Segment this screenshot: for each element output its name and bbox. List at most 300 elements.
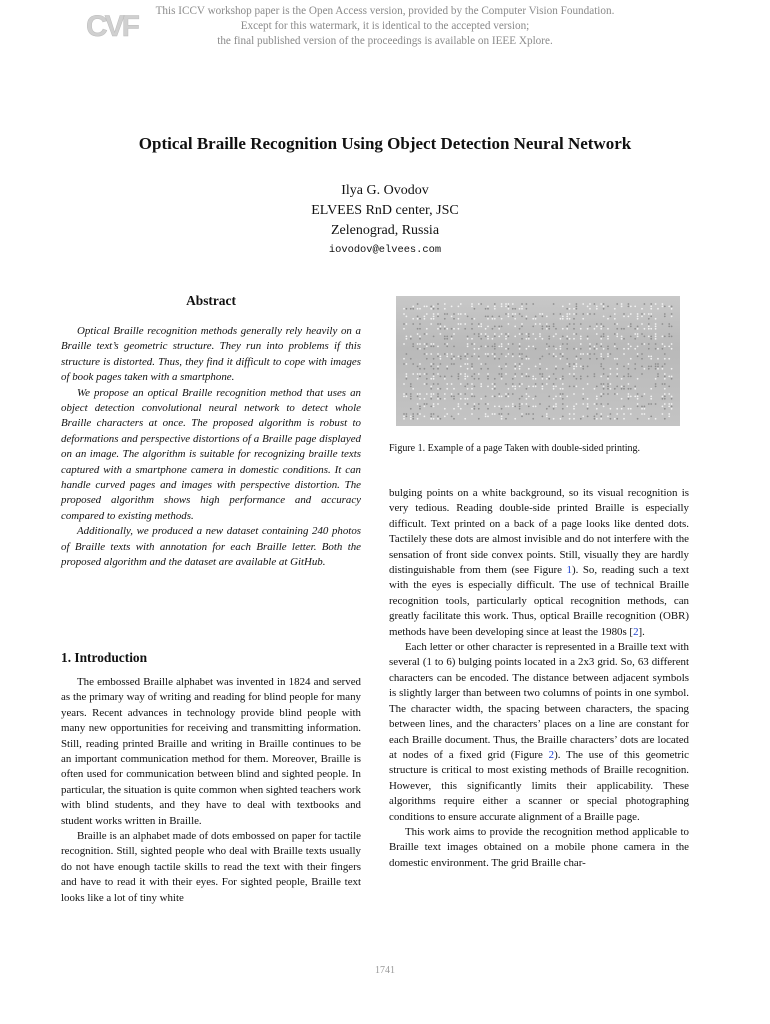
braille-dot — [614, 313, 616, 315]
braille-dot — [668, 358, 670, 360]
braille-dot — [637, 353, 639, 355]
braille-dot — [430, 363, 432, 365]
braille-dot — [437, 356, 439, 358]
braille-dot — [532, 418, 534, 420]
braille-dot — [426, 393, 428, 395]
braille-dot — [498, 328, 500, 330]
braille-dot — [607, 416, 609, 418]
braille-dot — [566, 308, 568, 310]
braille-dot — [494, 303, 496, 305]
braille-dot — [526, 376, 528, 378]
braille-dot — [596, 358, 598, 360]
braille-dot — [519, 366, 521, 368]
braille-dot — [655, 343, 657, 345]
braille-dot — [451, 383, 453, 385]
braille-dot — [600, 418, 602, 420]
braille-dot — [444, 393, 446, 395]
braille-dot — [637, 318, 639, 320]
braille-dot — [521, 396, 523, 398]
braille-dot — [505, 336, 507, 338]
braille-dot — [664, 376, 666, 378]
braille-dot — [603, 326, 605, 328]
braille-dot — [641, 308, 643, 310]
braille-dot — [412, 308, 414, 310]
braille-page-image — [396, 296, 680, 426]
braille-dot — [623, 348, 625, 350]
braille-dot — [668, 413, 670, 415]
braille-dot — [650, 338, 652, 340]
braille-dot — [519, 356, 521, 358]
braille-dot — [560, 338, 562, 340]
braille-dot — [648, 356, 650, 358]
braille-dot — [580, 366, 582, 368]
braille-dot — [580, 348, 582, 350]
braille-dot — [641, 343, 643, 345]
braille-dot — [406, 316, 408, 318]
braille-dot — [623, 388, 625, 390]
braille-dot — [555, 333, 557, 335]
braille-dot — [433, 376, 435, 378]
braille-dot — [464, 418, 466, 420]
braille-dot — [501, 378, 503, 380]
braille-dot — [637, 398, 639, 400]
braille-dot — [542, 313, 544, 315]
braille-dot — [655, 368, 657, 370]
braille-dot — [603, 368, 605, 370]
braille-dot — [512, 343, 514, 345]
braille-dot — [430, 413, 432, 415]
braille-dot — [433, 403, 435, 405]
braille-dot — [417, 403, 419, 405]
braille-dot — [519, 348, 521, 350]
braille-dot — [650, 403, 652, 405]
braille-dot — [406, 323, 408, 325]
braille-dot — [648, 323, 650, 325]
braille-dot — [607, 306, 609, 308]
braille-dot — [474, 308, 476, 310]
braille-dot — [573, 308, 575, 310]
braille-dot — [648, 336, 650, 338]
braille-dot — [628, 396, 630, 398]
braille-dot — [616, 323, 618, 325]
braille-dot — [467, 398, 469, 400]
braille-dot — [600, 343, 602, 345]
braille-dot — [512, 308, 514, 310]
braille-dot — [623, 418, 625, 420]
braille-dot — [471, 368, 473, 370]
braille-dot — [512, 403, 514, 405]
braille-dot — [446, 383, 448, 385]
braille-dot — [417, 328, 419, 330]
braille-dot — [582, 303, 584, 305]
braille-dot — [480, 383, 482, 385]
braille-dot — [539, 373, 541, 375]
braille-dot — [521, 306, 523, 308]
braille-dot — [467, 368, 469, 370]
braille-dot — [478, 356, 480, 358]
braille-dot — [519, 363, 521, 365]
braille-dot — [562, 403, 564, 405]
braille-dot — [451, 416, 453, 418]
braille-dot — [555, 348, 557, 350]
braille-dot — [621, 328, 623, 330]
braille-dot — [471, 366, 473, 368]
braille-dot — [444, 398, 446, 400]
braille-dot — [526, 398, 528, 400]
braille-dot — [521, 413, 523, 415]
braille-dot — [471, 323, 473, 325]
braille-dot — [553, 398, 555, 400]
braille-dot — [548, 326, 550, 328]
braille-dot — [542, 416, 544, 418]
braille-dot — [471, 303, 473, 305]
braille-dot — [444, 308, 446, 310]
braille-dot — [637, 418, 639, 420]
braille-dot — [514, 326, 516, 328]
braille-dot — [539, 336, 541, 338]
figure-ref-link[interactable]: 1 — [566, 564, 572, 577]
braille-dot — [650, 366, 652, 368]
braille-dot — [655, 378, 657, 380]
body-paragraph — [389, 640, 689, 825]
braille-dot — [603, 383, 605, 385]
braille-dot — [573, 368, 575, 370]
braille-dot — [553, 418, 555, 420]
braille-dot — [616, 386, 618, 388]
braille-dot — [562, 306, 564, 308]
braille-dot — [444, 303, 446, 305]
braille-dot — [580, 338, 582, 340]
braille-dot — [553, 356, 555, 358]
braille-dot — [444, 336, 446, 338]
braille-dot — [573, 313, 575, 315]
braille-dot — [596, 386, 598, 388]
braille-dot — [437, 398, 439, 400]
braille-dot — [494, 383, 496, 385]
braille-dot — [671, 348, 673, 350]
braille-dot — [528, 406, 530, 408]
braille-dot — [600, 326, 602, 328]
braille-dot — [553, 408, 555, 410]
braille-dot — [451, 358, 453, 360]
braille-dot — [662, 323, 664, 325]
braille-dot — [662, 336, 664, 338]
braille-dot — [630, 323, 632, 325]
braille-dot — [621, 336, 623, 338]
braille-dot — [535, 396, 537, 398]
braille-dot — [594, 416, 596, 418]
braille-dot — [532, 346, 534, 348]
braille-dot — [521, 333, 523, 335]
braille-dot — [498, 326, 500, 328]
braille-dot — [623, 353, 625, 355]
braille-dot — [621, 388, 623, 390]
braille-dot — [664, 418, 666, 420]
braille-dot — [526, 403, 528, 405]
braille-dot — [406, 393, 408, 395]
braille-dot — [634, 306, 636, 308]
citation-link[interactable]: 2 — [633, 625, 639, 638]
braille-dot — [501, 396, 503, 398]
braille-dot — [494, 346, 496, 348]
braille-dot — [485, 413, 487, 415]
abstract-paragraph: Optical Braille recognition methods generally rely heavily on a Braille text’s geometric structure. They run into problems if this structure is distorted. Thus, they find it difficult to cope with images of book pages taken with a smartphone. — [61, 325, 361, 384]
braille-dot — [430, 418, 432, 420]
braille-dot — [594, 346, 596, 348]
braille-dot — [430, 353, 432, 355]
braille-dot — [478, 323, 480, 325]
figure-ref-link[interactable]: 2 — [548, 748, 555, 761]
braille-dot — [641, 323, 643, 325]
braille-dot — [634, 396, 636, 398]
braille-dot — [603, 406, 605, 408]
braille-dot — [641, 316, 643, 318]
braille-dot — [560, 378, 562, 380]
braille-dot — [460, 383, 462, 385]
braille-dot — [562, 393, 564, 395]
braille-dot — [430, 393, 432, 395]
braille-dot — [600, 353, 602, 355]
braille-dot — [657, 363, 659, 365]
braille-dot — [542, 378, 544, 380]
braille-dot — [519, 368, 521, 370]
braille-dot — [514, 366, 516, 368]
abstract-heading: Abstract — [186, 293, 236, 308]
braille-dot — [621, 378, 623, 380]
braille-dot — [471, 338, 473, 340]
braille-dot — [573, 406, 575, 408]
braille-dot — [464, 403, 466, 405]
braille-dot — [419, 373, 421, 375]
braille-dot — [514, 406, 516, 408]
braille-dot — [419, 328, 421, 330]
braille-dot — [662, 306, 664, 308]
braille-dot — [644, 393, 646, 395]
braille-dot — [460, 356, 462, 358]
braille-dot — [430, 308, 432, 310]
braille-dot — [430, 323, 432, 325]
braille-dot — [573, 376, 575, 378]
braille-dot — [634, 388, 636, 390]
braille-dot — [576, 378, 578, 380]
braille-dot — [641, 408, 643, 410]
braille-dot — [671, 376, 673, 378]
braille-dot — [641, 373, 643, 375]
braille-dot — [539, 358, 541, 360]
braille-dot — [532, 326, 534, 328]
braille-dot — [596, 308, 598, 310]
braille-dot — [542, 383, 544, 385]
braille-dot — [426, 353, 428, 355]
braille-dot — [494, 406, 496, 408]
braille-dot — [453, 318, 455, 320]
braille-dot — [498, 336, 500, 338]
braille-dot — [628, 383, 630, 385]
braille-dot — [494, 353, 496, 355]
author-email[interactable]: iovodov@elvees.com — [328, 244, 442, 256]
braille-dot — [485, 308, 487, 310]
paragraph-text: bulging points on a white background, so its visual recognition is very tedious. Reading double-side printed Braille is especially difficult. Text printed on a back of a page looks like dented dots. Tactilely these dots are almost invisible and do not interfere with the sensation of front side convex points. Still, visually they are hardly distinguishable from them (see Figure — [389, 487, 689, 577]
braille-dot — [546, 378, 548, 380]
braille-dot — [492, 346, 494, 348]
braille-dot — [560, 418, 562, 420]
braille-dot — [410, 386, 412, 388]
braille-dot — [453, 396, 455, 398]
braille-dot — [505, 366, 507, 368]
braille-dot — [637, 378, 639, 380]
braille-dot — [403, 413, 405, 415]
braille-dot — [637, 396, 639, 398]
braille-dot — [628, 363, 630, 365]
braille-dot — [505, 393, 507, 395]
braille-dot — [589, 313, 591, 315]
braille-dot — [668, 403, 670, 405]
braille-dot — [508, 333, 510, 335]
braille-dot — [623, 386, 625, 388]
braille-dot — [655, 318, 657, 320]
braille-dot — [528, 396, 530, 398]
braille-dot — [474, 343, 476, 345]
braille-dot — [417, 318, 419, 320]
braille-dot — [498, 396, 500, 398]
braille-dot — [446, 388, 448, 390]
braille-dot — [607, 328, 609, 330]
braille-dot — [487, 316, 489, 318]
braille-dot — [526, 373, 528, 375]
braille-dot — [433, 346, 435, 348]
braille-dot — [560, 396, 562, 398]
braille-dot — [406, 413, 408, 415]
braille-dot — [535, 316, 537, 318]
braille-dot — [644, 413, 646, 415]
braille-dot — [460, 366, 462, 368]
braille-dot — [419, 406, 421, 408]
braille-dot — [433, 418, 435, 420]
braille-dot — [668, 323, 670, 325]
braille-dot — [623, 313, 625, 315]
braille-dot — [478, 408, 480, 410]
braille-dot — [630, 336, 632, 338]
braille-dot — [474, 403, 476, 405]
braille-dot — [668, 326, 670, 328]
braille-dot — [471, 396, 473, 398]
braille-dot — [548, 328, 550, 330]
braille-dot — [451, 393, 453, 395]
braille-dot — [576, 356, 578, 358]
braille-dot — [451, 336, 453, 338]
braille-dot — [562, 416, 564, 418]
braille-dot — [569, 308, 571, 310]
braille-dot — [433, 306, 435, 308]
braille-dot — [610, 353, 612, 355]
braille-dot — [553, 373, 555, 375]
braille-dot — [641, 413, 643, 415]
braille-dot — [655, 418, 657, 420]
braille-dot — [542, 376, 544, 378]
braille-dot — [410, 393, 412, 395]
braille-dot — [580, 336, 582, 338]
braille-dot — [664, 363, 666, 365]
braille-dot — [519, 398, 521, 400]
braille-dot — [634, 368, 636, 370]
braille-dot — [514, 386, 516, 388]
braille-dot — [553, 386, 555, 388]
braille-dot — [478, 358, 480, 360]
braille-dot — [508, 348, 510, 350]
braille-dot — [508, 413, 510, 415]
braille-dot — [560, 358, 562, 360]
braille-dot — [444, 313, 446, 315]
braille-dot — [589, 346, 591, 348]
braille-dot — [600, 383, 602, 385]
braille-dot — [664, 313, 666, 315]
braille-dot — [424, 398, 426, 400]
braille-dot — [553, 326, 555, 328]
braille-dot — [616, 333, 618, 335]
braille-dot — [487, 376, 489, 378]
braille-dot — [505, 406, 507, 408]
braille-dot — [485, 316, 487, 318]
braille-dot — [467, 353, 469, 355]
braille-dot — [485, 353, 487, 355]
braille-dot — [433, 343, 435, 345]
braille-dot — [419, 348, 421, 350]
braille-dot — [430, 416, 432, 418]
braille-dot — [474, 386, 476, 388]
author-affiliation: ELVEES RnD center, JSC — [311, 203, 459, 218]
braille-dot — [637, 313, 639, 315]
braille-dot — [614, 343, 616, 345]
braille-dot — [487, 368, 489, 370]
braille-dot — [594, 313, 596, 315]
braille-dot — [603, 388, 605, 390]
braille-dot — [519, 386, 521, 388]
paragraph-text: ]. — [638, 625, 645, 638]
braille-dot — [671, 308, 673, 310]
braille-dot — [628, 326, 630, 328]
braille-dot — [610, 316, 612, 318]
braille-dot — [410, 408, 412, 410]
braille-dot — [637, 346, 639, 348]
braille-dot — [412, 323, 414, 325]
abstract-body — [61, 324, 361, 571]
braille-dot — [480, 386, 482, 388]
braille-dot — [437, 346, 439, 348]
braille-dot — [641, 406, 643, 408]
braille-dot — [501, 373, 503, 375]
braille-dot — [630, 408, 632, 410]
braille-dot — [587, 313, 589, 315]
braille-dot — [623, 338, 625, 340]
braille-dot — [535, 348, 537, 350]
braille-dot — [410, 338, 412, 340]
braille-dot — [458, 318, 460, 320]
introduction-heading: 1. Introduction — [61, 650, 148, 665]
braille-dot — [607, 376, 609, 378]
braille-dot — [623, 413, 625, 415]
braille-dot — [526, 316, 528, 318]
braille-dot — [410, 398, 412, 400]
braille-dot — [458, 313, 460, 315]
braille-dot — [494, 356, 496, 358]
braille-dot — [433, 316, 435, 318]
braille-dot — [485, 333, 487, 335]
braille-dot — [655, 323, 657, 325]
braille-dot — [582, 416, 584, 418]
braille-dot — [433, 313, 435, 315]
braille-dot — [426, 383, 428, 385]
braille-dot — [628, 303, 630, 305]
